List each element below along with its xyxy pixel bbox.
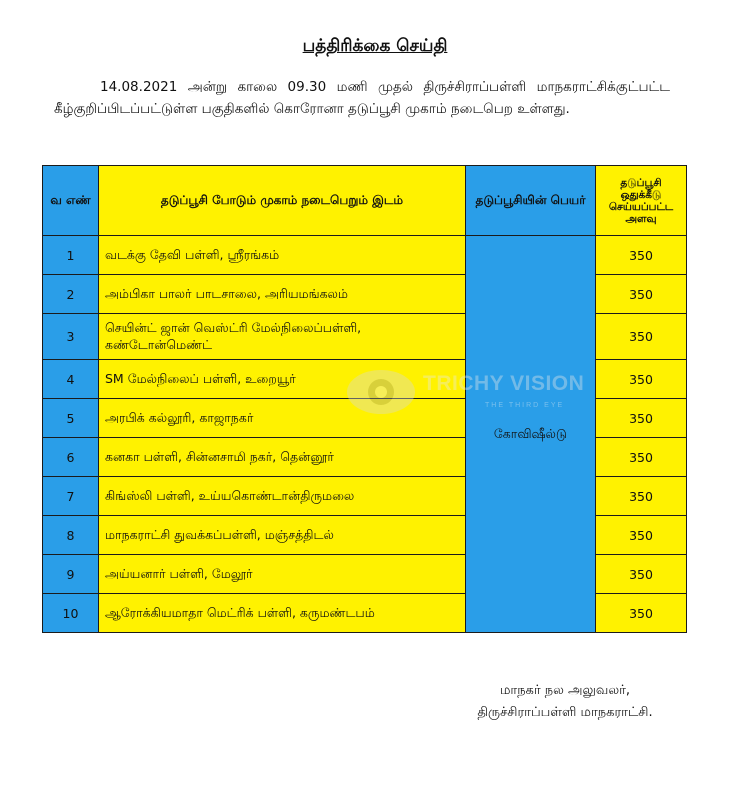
- row-location: அம்பிகா பாலர் பாடசாலை, அரியமங்கலம்: [99, 275, 466, 314]
- row-location: அய்யனார் பள்ளி, மேலூர்: [99, 555, 466, 594]
- row-location: அரபிக் கல்லூரி, காஜாநகர்: [99, 399, 466, 438]
- row-quantity: 350: [596, 516, 687, 555]
- row-number: 8: [43, 516, 99, 555]
- vaccine-name-cell: கோவிஷீல்டு: [466, 236, 596, 633]
- row-location: கனகா பள்ளி, சின்னசாமி நகர், தென்னூர்: [99, 438, 466, 477]
- signature-block: [455, 680, 675, 724]
- row-location: மாநகராட்சி துவக்கப்பள்ளி, மஞ்சத்திடல்: [99, 516, 466, 555]
- header-allotted-quantity: தடுப்பூசி ஒதுக்கீடு செய்யப்பட்ட அளவு: [596, 166, 687, 236]
- signature-office: திருச்சிராப்பள்ளி மாநகராட்சி.: [477, 705, 653, 720]
- watermark-text: TRICHY VISION: [423, 372, 585, 395]
- row-number: 6: [43, 438, 99, 477]
- header-serial-number: வ எண்: [43, 166, 99, 236]
- row-location: கிங்ஸ்லி பள்ளி, உய்யகொண்டான்திருமலை: [99, 477, 466, 516]
- vaccination-camp-table: [42, 165, 687, 633]
- table-header-row: [43, 166, 687, 236]
- page-title: பத்திரிக்கை செய்தி: [302, 36, 448, 56]
- row-location: செயின்ட் ஜான் வெஸ்ட்ரி மேல்நிலைப்பள்ளி, கண்டோன்மெண்ட்: [99, 314, 466, 360]
- watermark-subtext: THE THIRD EYE: [485, 402, 565, 409]
- signature-designation: மாநகர் நல அலுவலர்,: [499, 683, 631, 698]
- row-quantity: 350: [596, 477, 687, 516]
- row-number: 3: [43, 314, 99, 360]
- header-vaccine-name: தடுப்பூசியின் பெயர்: [466, 166, 596, 236]
- row-quantity: 350: [596, 555, 687, 594]
- row-quantity: 350: [596, 360, 687, 399]
- row-number: 9: [43, 555, 99, 594]
- row-number: 5: [43, 399, 99, 438]
- row-location: SM மேல்நிலைப் பள்ளி, உறையூர்: [99, 360, 466, 399]
- row-quantity: 350: [596, 275, 687, 314]
- row-number: 1: [43, 236, 99, 275]
- intro-paragraph: 14.08.2021 அன்று காலை 09.30 மணி முதல் திருச்சிராப்பள்ளி மாநகராட்சிக்குட்பட்ட கீழ்குறிப்பிடப்பட்டுள்ள பகுதிகளில் கொரோனா தடுப்பூசி முகாம் நடைபெற உள்ளது.: [54, 79, 670, 117]
- table-row: [43, 236, 687, 275]
- row-quantity: 350: [596, 594, 687, 633]
- row-quantity: 350: [596, 236, 687, 275]
- row-number: 2: [43, 275, 99, 314]
- row-quantity: 350: [596, 399, 687, 438]
- row-location: வடக்கு தேவி பள்ளி, ஸ்ரீரங்கம்: [99, 236, 466, 275]
- row-number: 4: [43, 360, 99, 399]
- row-quantity: 350: [596, 314, 687, 360]
- row-location: ஆரோக்கியமாதா மெட்ரிக் பள்ளி, கருமண்டபம்: [99, 594, 466, 633]
- header-camp-location: தடுப்பூசி போடும் முகாம் நடைபெறும் இடம்: [99, 166, 466, 236]
- row-quantity: 350: [596, 438, 687, 477]
- row-number: 10: [43, 594, 99, 633]
- row-number: 7: [43, 477, 99, 516]
